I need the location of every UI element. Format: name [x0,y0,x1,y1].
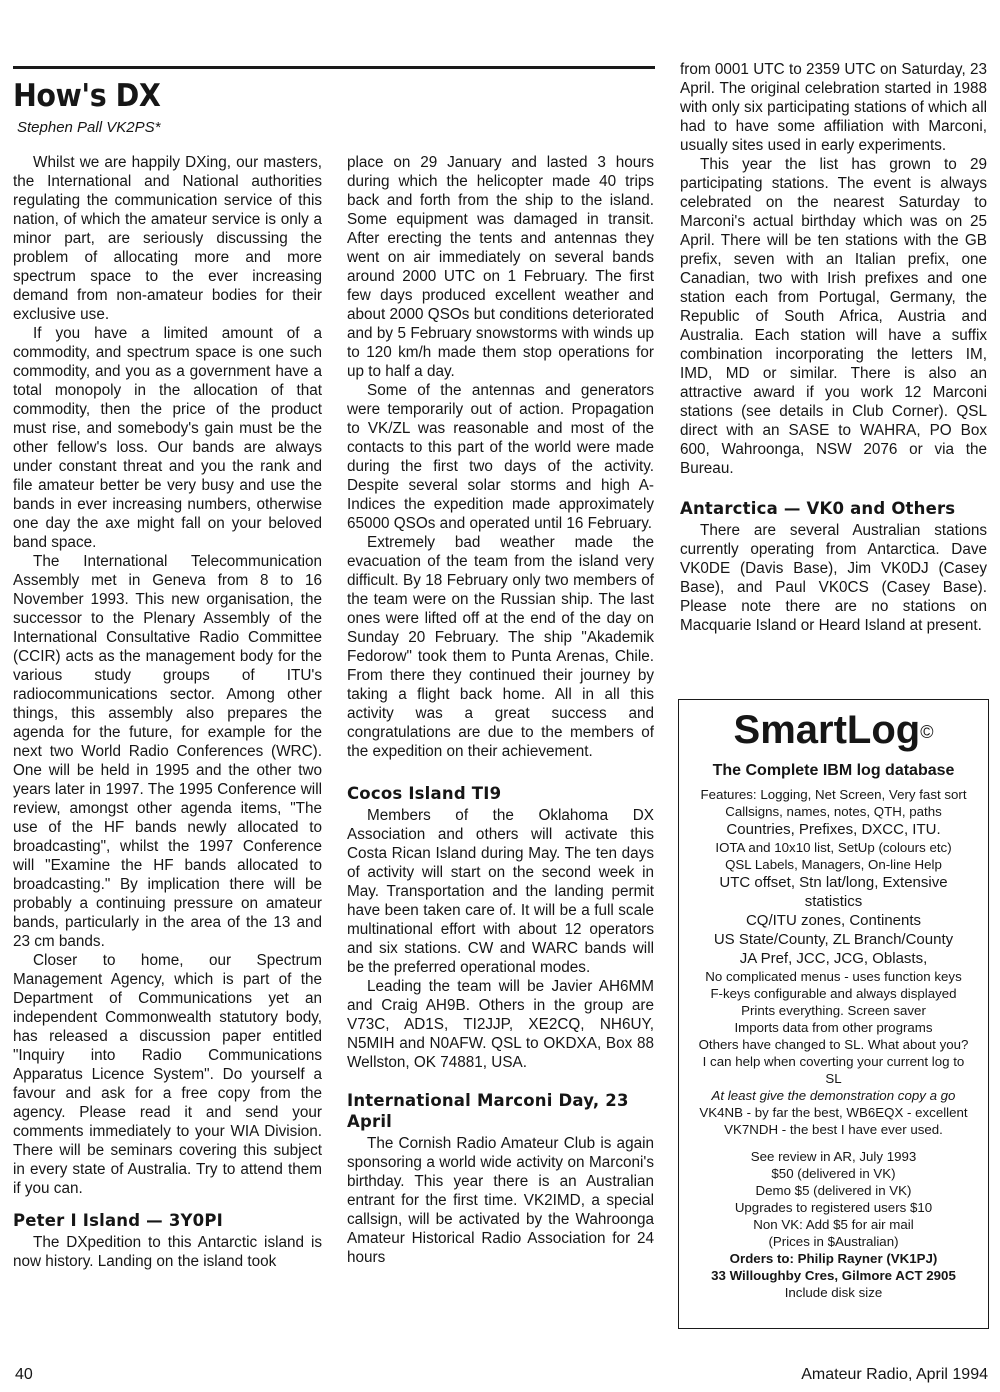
ad-line: Non VK: Add $5 for air mail [753,1217,914,1232]
ad-line: No complicated menus - uses function keys [705,969,962,984]
ad-line: UTC offset, Stn lat/long, Extensive [719,874,948,891]
ad-line: Orders to: Philip Rayner (VK1PJ) [729,1251,938,1266]
paragraph: Some of the antennas and generators were temporarily out of action. Propagation to VK/ZL was reasonable and most of the contacts to this part of the world were made during the first two days of the activity. Despite several solar storms and high A-Indices the expedition made approximately 65000 QSOs and operated until 16 February. [347,382,654,532]
ad-line: Imports data from other programs [734,1020,933,1035]
ad-line: Demo $5 (delivered in VK) [755,1183,912,1198]
ad-line: QSL Labels, Managers, On-line Help [725,857,942,872]
paragraph: If you have a limited amount of a commodity, and spectrum space is one such commodity, and you as a government have a total monopoly in the allocation of that commodity, then the price of the product must rise, and somebody's gain must be the other fellow's loss. Our bands are always under constant threat and you the rank and file amateur better be very busy and use the bands in ever increasing numbers, otherwise one day the axe might fall on your beloved band space. [13,325,322,551]
ad-line: See review in AR, July 1993 [750,1149,917,1164]
page-number: 40 [15,1366,33,1383]
magazine-issue: Amateur Radio, April 1994 [801,1366,988,1383]
paragraph: Extremely bad weather made the evacuation of the team from the island very difficult. By 18 February only two members of the team were on the Russian ship. The last ones were lifted off at the end of the day on Sunday 20 February. The ship "Akademik Fedorow" took them to Punta Arenas, Chile. From there they continued their journey by taking a flight back home. All in all this activity was a great success and congratulations are due to the members of the expedition on their achievement. [347,534,654,760]
column-2 [347,153,654,1267]
smartlog-advertisement [678,699,989,1329]
ad-line: Callsigns, names, notes, QTH, paths [725,804,942,819]
ad-line: IOTA and 10x10 list, SetUp (colours etc) [715,840,952,855]
ad-features-list [679,786,988,1138]
paragraph: Leading the team will be Javier AH6MM and Craig AH9B. Others in the group are V73C, AD1S, TI2JJP, XE2CQ, NH6UY, N5MIH and N0AFW. QSL to OKDXA, Box 88 Wellston, OK 74881, USA. [347,978,654,1071]
paragraph: The International Telecommunication Assembly met in Geneva from 8 to 16 November 1993. This new organisation, the successor to the Plenary Assembly of the International Consultative Radio Committee (CCIR) acts as the management body for the various study groups of ITU's radiocommunications sector. Among other things, this assembly also prepares the agenda for the future, for example for the next two World Radio Conferences (WRC). One will be held in 1995 and the other two years later in 1997. The 1995 Conference will review, amongst other agenda items, "The use of the HF bands newly allocated to broadcasting", whilst the 1997 Conference will "Examine the HF bands allocated to broadcasting." By implication there will be probably a continuing pressure on amateur bands, particularly in the area of the 13 and 23 cm bands. [13,553,322,950]
ad-line: statistics [804,893,863,910]
ad-tagline: The Complete IBM log database [712,762,955,779]
paragraph: Whilst we are happily DXing, our masters, the International and National authorities regulating the communication service of this nation, of which the amateur service is only a minor part, are seriously discussing the problem of allocating more and more spectrum space to the ever increasing demand from non-amateur bodies for their exclusive use. [13,154,322,323]
paragraph: There are several Australian stations currently operating from Antarctica. Dave VK0DE (Davis Base), Jim VK0DJ (Casey Base), and Paul VK0CS (Casey Base). Please note there are no stations on Macquarie Island or Heard Island at present. [680,522,987,634]
ad-line: 33 Willoughby Cres, Gilmore ACT 2905 [711,1268,956,1283]
section-heading-antarctica: Antarctica — VK0 and Others [680,499,956,518]
byline: Stephen Pall VK2PS* [17,119,161,136]
ad-line: (Prices in $Australian) [768,1234,899,1249]
paragraph: place on 29 January and lasted 3 hours during which the helicopter made 40 trips back and forth from the ship to the island. Some equipment was damaged in transit. After erecting the tents and antennas they went on air immediately on several bands around 2000 UTC on 1 February. The first few days produced excellent weather and about 2000 QSOs but conditions deteriorated and by 5 February snowstorms with winds up to 120 km/h made them stop operations for up to half a day. [347,154,654,380]
ad-line: Include disk size [784,1285,883,1300]
ad-line: Upgrades to registered users $10 [734,1200,933,1215]
section-heading-marconi-day: International Marconi Day, 23 April [347,1091,629,1131]
section-heading-cocos-island: Cocos Island TI9 [347,784,502,803]
ad-gap [679,1138,988,1148]
paragraph: from 0001 UTC to 2359 UTC on Saturday, 23 April. The original celebration started in 1988 with only six participating stations of which all had to have some affiliation with Marconi, usually sites used in early experiments. [680,61,987,154]
ad-line: $50 (delivered in VK) [771,1166,896,1181]
paragraph: This year the list has grown to 29 participating stations. The event is always celebrated on the nearest Saturday to Marconi's actual birthday which was on 25 April. There will be ten stations with the GB prefix, seven with an Italian prefix, one Canadian, two with Irish prefixes and one station each from Portugal, Germany, the Republic of South Africa, Austria and Australia. Each station will have a suffix combination incorporating the letters IM, IMD, MD or similar. There is also an attractive award if you work 12 Marconi stations (see details in Club Corner). QSL direct with an SASE to WAHRA, PO Box 600, Wahroonga, NSW 2076 or via the Bureau. [680,156,987,477]
column-3 [680,60,987,635]
top-rule-left [13,66,655,69]
ad-line: Others have changed to SL. What about you? [698,1037,969,1052]
section-heading-peter-island: Peter I Island — 3Y0PI [13,1211,223,1230]
ad-line: JA Pref, JCC, JCG, Oblasts, [739,950,928,967]
ad-line: VK4NB - by far the best, WB6EQX - excellent [699,1105,968,1120]
ad-line: F-keys configurable and always displayed [710,986,957,1001]
page-title: How's DX [13,78,161,114]
ad-line: I can help when coverting your current log to [702,1054,965,1069]
column-1 [13,153,322,1271]
ad-line: Countries, Prefixes, DXCC, ITU. [726,821,941,838]
paragraph: Closer to home, our Spectrum Management Agency, which is part of the Department of Communications yet an independent Commonwealth statutory body, has released a discussion paper entitled "Inquiry into Radio Communications Apparatus Licence System". Do yourself a favour and ask for a free copy from the agency. Please read it and send your comments immediately to your WIA Division. There will be seminars covering this subject in every state of Australia. Try to attend them if you can. [13,952,322,1197]
paragraph: Members of the Oklahoma DX Association and others will activate this Costa Rican Island during May. The ten days of activity will start on the second week in May. Transportation and the landing permit have been taken care of. It will be a full scale multinational effort with about 12 operators and six stations. CW and WARC bands will be the preferred operational modes. [347,807,654,976]
ad-line: US State/County, ZL Branch/County [713,931,954,948]
paragraph: The Cornish Radio Amateur Club is again sponsoring a world wide activity on Marconi's birthday. This year there is an Australian entrant for the first time. VK2IMD, a special callsign, will be activated by the Wahroonga Amateur Historical Radio Association for 24 hours [347,1135,654,1266]
ad-line: Features: Logging, Net Screen, Very fast sort [700,787,967,802]
ad-brand-name: SmartLog [733,708,921,752]
ad-line: SL [825,1071,842,1086]
ad-line: CQ/ITU zones, Continents [745,912,922,929]
copyright-icon: © [920,722,934,742]
ad-line: At least give the demonstration copy a go [711,1088,956,1103]
ad-line: Prints everything. Screen saver [741,1003,926,1018]
ad-pricing-list [679,1148,988,1301]
ad-brand [679,706,988,754]
ad-line: VK7NDH - the best I have ever used. [724,1122,943,1137]
paragraph: The DXpedition to this Antarctic island is now history. Landing on the island took [13,1234,322,1270]
